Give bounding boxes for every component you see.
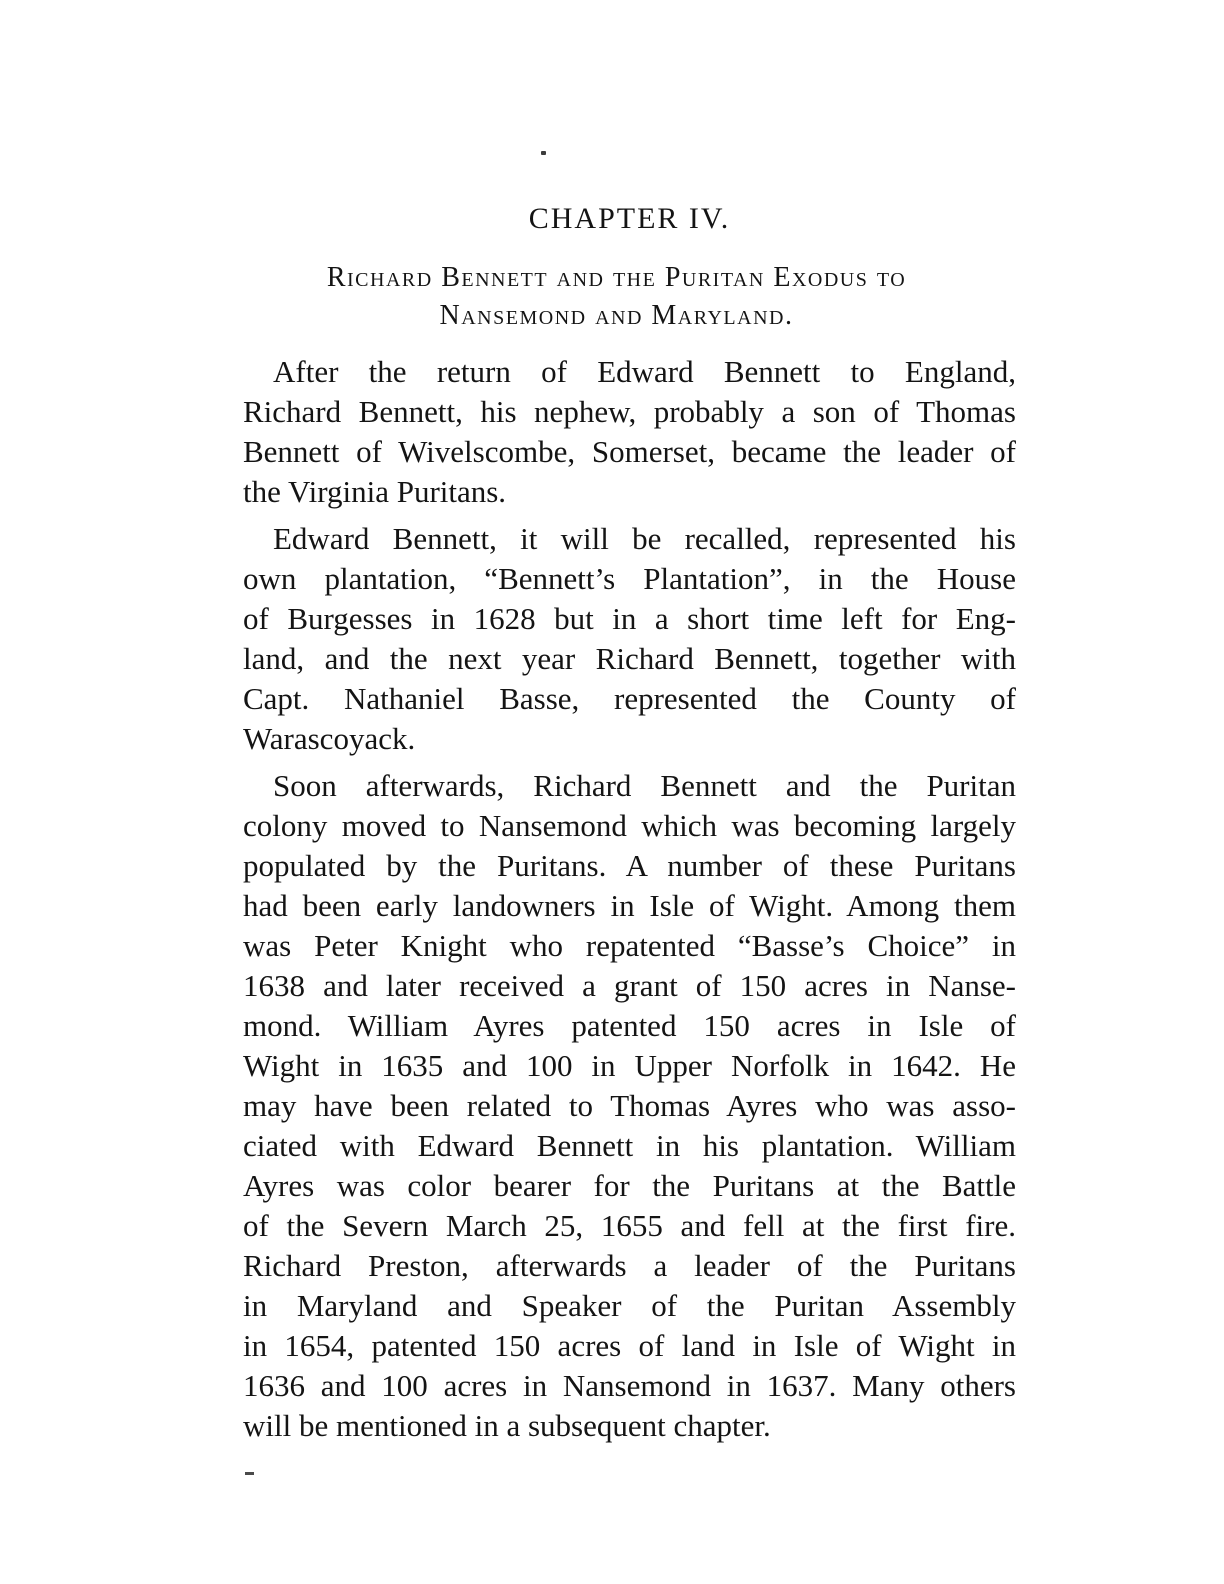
text-line: 1638 and later received a grant of 150 acres in Nanse-: [243, 968, 1016, 1003]
text-line: colony moved to Nansemond which was becoming largely: [243, 808, 1016, 843]
body-paragraph-3: [243, 766, 1016, 1446]
text-line: populated by the Puritans. A number of these Puritans: [243, 848, 1016, 883]
text-line: ciated with Edward Bennett in his plantation. William: [243, 1128, 1016, 1163]
body-text: [243, 352, 1016, 1446]
text-line: may have been related to Thomas Ayres who was asso-: [243, 1088, 1016, 1123]
text-line: Edward Bennett, it will be recalled, represented his: [273, 521, 1016, 556]
text-line: will be mentioned in a subsequent chapter.: [243, 1408, 771, 1443]
scan-speck-top: [541, 151, 546, 155]
text-line: own plantation, “Bennett’s Plantation”, in the House: [243, 561, 1016, 596]
text-line: 1636 and 100 acres in Nansemond in 1637. Many others: [243, 1368, 1016, 1403]
text-line: Soon afterwards, Richard Bennett and the Puritan: [273, 768, 1016, 803]
scan-speck-bottom: [245, 1472, 254, 1475]
chapter-subtitle: [230, 259, 1003, 335]
text-line: After the return of Edward Bennett to England,: [273, 354, 1016, 389]
text-line: Ayres was color bearer for the Puritans at the Battle: [243, 1168, 1016, 1203]
text-line: Bennett of Wivelscombe, Somerset, became the leader of: [243, 434, 1016, 469]
text-line: Wight in 1635 and 100 in Upper Norfolk in 1642. He: [243, 1048, 1016, 1083]
chapter-subtitle-line-1: Richard Bennett and the Puritan Exodus to: [326, 262, 907, 293]
text-line: in Maryland and Speaker of the Puritan Assembly: [243, 1288, 1016, 1323]
text-line: of Burgesses in 1628 but in a short time left for Eng-: [243, 601, 1016, 636]
text-line: was Peter Knight who repatented “Basse’s Choice” in: [243, 928, 1016, 963]
text-line: of the Severn March 25, 1655 and fell at the first fire.: [243, 1208, 1016, 1243]
text-line: mond. William Ayres patented 150 acres in Isle of: [243, 1008, 1016, 1043]
text-line: land, and the next year Richard Bennett, together with: [243, 641, 1016, 676]
text-line: had been early landowners in Isle of Wight. Among them: [243, 888, 1016, 923]
text-line: in 1654, patented 150 acres of land in Isle of Wight in: [243, 1328, 1016, 1363]
body-paragraph-1: [243, 352, 1016, 512]
text-line: Capt. Nathaniel Basse, represented the County of: [243, 681, 1016, 716]
text-line: Richard Preston, afterwards a leader of the Puritans: [243, 1248, 1016, 1283]
text-line: Richard Bennett, his nephew, probably a son of Thomas: [243, 394, 1016, 429]
text-line: Warascoyack.: [243, 721, 416, 756]
chapter-subtitle-line-2: Nansemond and Maryland.: [439, 300, 794, 331]
body-paragraph-2: [243, 519, 1016, 759]
text-line: the Virginia Puritans.: [243, 474, 507, 509]
chapter-heading: CHAPTER IV.: [528, 202, 731, 235]
